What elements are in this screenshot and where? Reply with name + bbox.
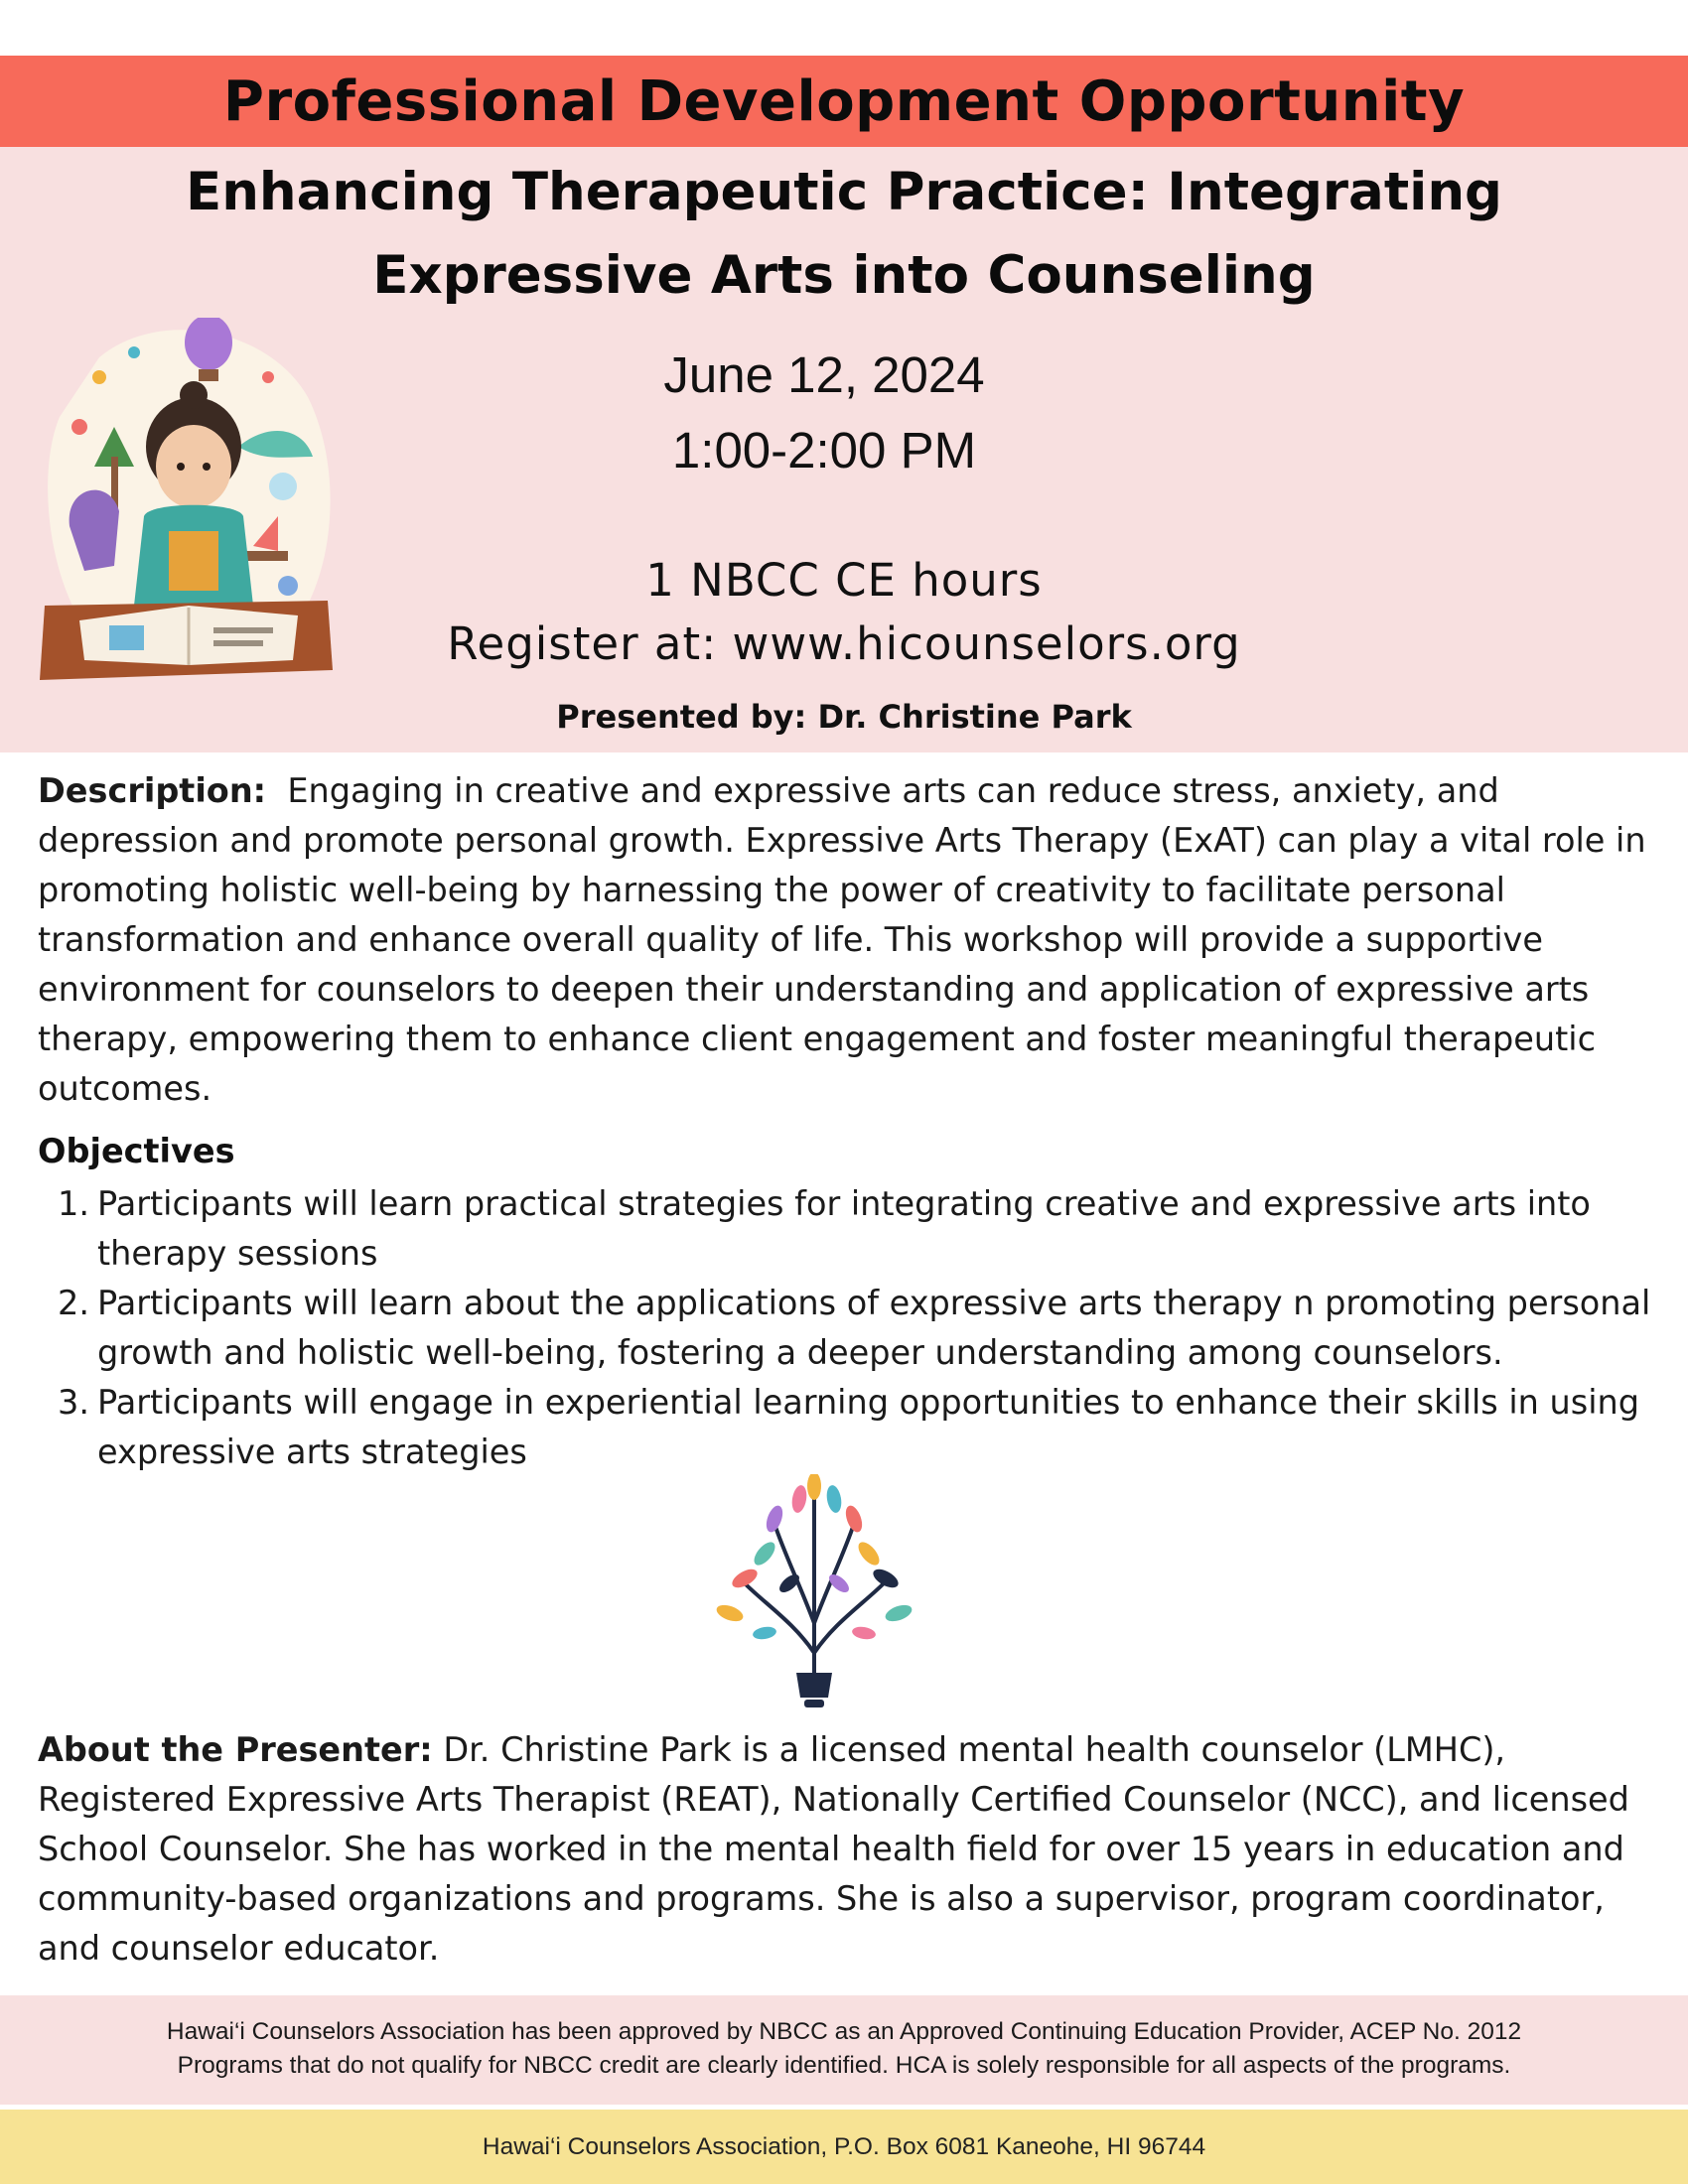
presented-by (0, 698, 1688, 736)
event-time: 1:00-2:00 PM (671, 422, 977, 478)
list-item (58, 1179, 1666, 1279)
ce-hours: 1 NBCC CE hours (645, 554, 1043, 607)
description-label: Description: (38, 771, 267, 810)
accreditation-disclaimer (0, 1995, 1688, 2105)
list-item-number: 2. (58, 1284, 89, 1322)
event-title-line1: Enhancing Therapeutic Practice: Integrating (185, 162, 1502, 222)
header-banner (0, 56, 1688, 147)
event-datetime (526, 338, 1122, 488)
disclaimer-line2: Programs that do not qualify for NBCC credit are clearly identified. HCA is solely responsible for all aspects of the programs. (177, 2052, 1511, 2079)
presenter-paragraph (38, 1725, 1656, 1974)
event-title (0, 151, 1688, 318)
event-title-line2: Expressive Arts into Counseling (372, 245, 1316, 306)
presenter-label: About the Presenter: (38, 1730, 433, 1769)
event-registration (397, 549, 1291, 676)
description-text: Engaging in creative and expressive arts can reduce stress, anxiety, and depression and promote personal growth. Expressive Arts Therapy (ExAT) can play a vital role in promoting holistic well-being by harnessing the power of creativity to facilitate personal transformation and enhance overall quality of life. This workshop will provide a supportive environment for counselors to deepen their understanding and application of expressive arts therapy, empowering them to enhance client engagement and foster meaningful therapeutic outcomes. (38, 771, 1646, 1108)
list-item-text: Participants will learn practical strategies for integrating creative and expressive arts into therapy sessions (97, 1184, 1591, 1273)
presenter-text: Dr. Christine Park is a licensed mental health counselor (LMHC), Registered Expressive Arts Therapist (REAT), Nationally Certified Counselor (NCC), and licensed School Counselor. She has worked in the mental health field for over 15 years in education and community-based organizations and programs. She is also a supervisor, program coordinator, and counselor educator. (38, 1730, 1629, 1968)
objectives-list (58, 1179, 1666, 1477)
banner-heading: Professional Development Opportunity (222, 68, 1466, 134)
footer-address: Hawai‘i Counselors Association, P.O. Box 6081 Kaneohe, HI 96744 (482, 2132, 1206, 2160)
objectives-heading: Objectives (38, 1132, 235, 1170)
footer-bar (0, 2110, 1688, 2184)
list-item-number: 1. (58, 1184, 89, 1223)
event-date: June 12, 2024 (663, 346, 985, 403)
list-item-text: Participants will engage in experiential learning opportunities to enhance their skills in using expressive arts strategies (97, 1383, 1640, 1471)
register-link[interactable]: Register at: www.hicounselors.org (447, 617, 1241, 670)
presented-by-text: Presented by: Dr. Christine Park (556, 698, 1132, 736)
disclaimer-line1: Hawai‘i Counselors Association has been approved by NBCC as an Approved Continuing Education Provider, ACEP No. 2012 (166, 2018, 1522, 2045)
girl-drawing-illustration (40, 318, 338, 725)
list-item (58, 1279, 1666, 1378)
list-item-number: 3. (58, 1383, 89, 1422)
list-item-text: Participants will learn about the applications of expressive arts therapy n promoting personal growth and holistic well-being, fostering a deeper understanding among counselors. (97, 1284, 1651, 1372)
colorful-tree-lightbulb-illustration (705, 1474, 923, 1712)
list-item (58, 1378, 1666, 1477)
description-paragraph (38, 766, 1656, 1114)
